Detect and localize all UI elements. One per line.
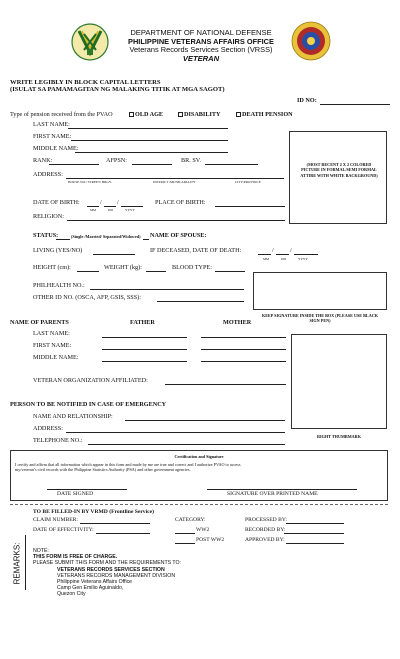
office-title: PHILIPPINE VETERANS AFFAIRS OFFICE [128,36,274,46]
height-field[interactable] [77,271,99,272]
blood-type-field[interactable] [215,271,245,272]
note-addr-4: Camp Gen Emilio Aguinaldo, [57,585,124,592]
parent-first-name-label: FIRST NAME: [33,342,72,349]
blood-type-label: BLOOD TYPE: [172,264,212,271]
status-tail-field[interactable] [143,239,149,240]
first-name-label: FIRST NAME: [33,133,72,140]
note-addr-5: Quezon City [57,591,86,598]
addr-sub-house: HOUSE NO./ STREET/ BRGY. [68,180,112,184]
remarks-line [25,535,26,590]
if-deceased-label: IF DECEASED, DATE OF DEATH: [150,247,242,254]
dod-yyyy-field[interactable] [294,254,318,255]
processed-by-label: PROCESSED BY: [245,517,287,523]
address-field[interactable] [66,178,284,179]
date-signed-label: DATE SIGNED [57,491,94,497]
ww2-field[interactable] [175,533,195,534]
father-last-name-field[interactable] [102,337,187,338]
dob-dd-field[interactable] [104,206,116,207]
mother-label: MOTHER [223,319,252,326]
pension-old-age[interactable] [129,111,163,118]
category-label: CATEGORY: [175,517,206,523]
last-name-label: LAST NAME: [33,121,70,128]
dob-yyyy-field[interactable] [121,206,143,207]
note-addr-3: Philippine Veterans Affairs Office [57,579,133,586]
emergency-telephone-field[interactable] [88,444,285,445]
dob-mm-field[interactable] [87,206,99,207]
death-pension-label: DEATH PENSION [242,111,293,118]
disability-checkbox[interactable] [178,112,183,117]
father-label: FATHER [130,319,155,326]
emergency-name-label: NAME AND RELATIONSHIP: [33,413,113,420]
spouse-label: NAME OF SPOUSE: [150,232,207,239]
other-id-field[interactable] [157,301,244,302]
emergency-name-field[interactable] [125,420,285,421]
dob-slash-1: / [100,199,102,206]
other-id-label: OTHER ID NO. (OSCA, AFP, GSIS, SSS): [33,294,141,301]
note-block [33,548,181,598]
addr-sub-district: DISTRICT /MUNICAPALITY [153,180,196,184]
form-name: VETERAN [182,53,220,63]
pension-death[interactable] [236,111,293,118]
pob-field[interactable] [215,206,285,207]
certification-body-1: I certify and affirm that all information which appear in this form and made by me are true and correct and I authorize PVAO to access [15,462,241,467]
weight-label: WEIGHT (kg): [104,264,142,271]
afpsn-label: AFPSN: [106,157,127,164]
ww2-label: WW2 [196,527,210,533]
old-age-label: OLD AGE [135,111,164,118]
dod-sub-yyyy: YYYY [298,257,308,261]
approved-by-field[interactable] [286,543,344,544]
first-name-field[interactable] [71,140,228,141]
id-no-field[interactable] [320,104,390,105]
parents-title: NAME OF PARENTS [10,319,69,326]
note-addr-2: VETERANS RECORDS MANAGEMENT DIVISION [57,572,176,579]
effectivity-label: DATE OF EFFECTIVITY: [33,527,94,533]
parent-last-name-label: LAST NAME: [33,330,70,337]
dob-sub-yyyy: YYYY [125,208,135,212]
br-sv-field[interactable] [205,164,258,165]
post-ww2-field[interactable] [175,543,195,544]
religion-label: RELIGION: [33,213,64,220]
middle-name-field[interactable] [75,152,228,153]
addr-sub-city: CITY/PROVINCE [235,180,261,184]
thumbmark-label: RIGHT THUMBMARK [317,434,361,439]
dod-sub-dd: DD [281,257,286,261]
status-label: STATUS: [33,232,59,239]
note-submit: PLEASE SUBMIT THIS FORM AND THE REQUIREMENTS TO: [33,560,181,567]
effectivity-field[interactable] [96,533,150,534]
emergency-title: PERSON TO BE NOTIFIED IN CASE OF EMERGENCY [10,401,167,408]
dod-slash-2: / [290,247,292,254]
note-label: NOTE: [33,548,49,554]
certification-box [10,450,388,501]
photo-box-text: (MOST RECENT 2 X 2 COLORED PICTURE IN FORMAL/SEMI FORMAL ATTIRE WITH WHITE BACKGROUND) [300,162,378,178]
processed-by-field[interactable] [286,523,344,524]
living-label: LIVING (YES/NO) [33,247,83,254]
dod-mm-field[interactable] [258,254,271,255]
disability-label: DISABILITY [184,111,221,118]
father-first-name-field[interactable] [102,349,187,350]
vet-org-field[interactable] [165,384,286,385]
pension-disability[interactable] [178,111,220,118]
vet-org-label: VETERAN ORGANIZATION AFFILIATED: [33,377,148,384]
note-free: THIS FORM IS FREE OF CHARGE. [33,554,118,561]
approved-by-label: APPROVED BY: [245,537,285,543]
height-label: HEIGHT (cm): [33,264,71,271]
mother-first-name-field[interactable] [201,349,286,350]
dob-sub-dd: DD [108,208,113,212]
signature-box-text: KEEP SIGNATURE INSIDE THE BOX (PLEASE USE BLACK SIGN PEN) [261,313,379,323]
recorded-by-field[interactable] [284,533,344,534]
dnd-seal-icon [291,21,331,61]
thumbmark-box[interactable] [291,334,387,429]
living-field[interactable] [93,254,135,255]
dob-slash-2: / [117,199,119,206]
mother-last-name-field[interactable] [201,337,286,338]
signature-box[interactable] [253,272,387,310]
father-middle-name-field[interactable] [102,361,187,362]
last-name-field[interactable] [68,128,228,129]
note-addr-1: VETERANS RECORDS SERVICES SECTION [57,566,165,573]
claim-number-field[interactable] [80,523,150,524]
signature-field[interactable] [207,489,357,490]
br-sv-label: BR. SV. [181,157,202,164]
status-options: (Single /Married/ Separated/Widowed) [71,233,141,239]
instruction-line-2: (ISULAT SA PAMAMAGITAN NG MALAKING TITIK AT MGA SAGOT) [10,86,225,93]
certification-title: Certification and Signature [174,454,224,459]
recorded-by-label: RECORDED BY: [245,527,286,533]
dob-sub-mm: MM [90,208,97,212]
mother-middle-name-field[interactable] [201,361,286,362]
dod-dd-field[interactable] [276,254,289,255]
religion-field[interactable] [67,220,285,221]
pension-label: Type of pension received from the PVAO [10,111,113,118]
photo-box[interactable] [289,131,387,224]
address-label: ADDRESS: [33,171,63,178]
weight-field[interactable] [146,271,166,272]
section-title: Veterans Records Services Section (VRSS) [129,45,273,54]
cut-line [10,504,388,505]
pob-label: PLACE OF BIRTH: [155,199,206,206]
emergency-address-field[interactable] [66,432,285,433]
status-field[interactable] [56,239,70,240]
philhealth-field[interactable] [90,289,244,290]
pvao-logo-icon [70,22,110,62]
dob-label: DATE OF BIRTH: [33,199,80,206]
middle-name-label: MIDDLE NAME: [33,145,79,152]
dept-title: DEPARTMENT OF NATIONAL DEFENSE [130,28,272,37]
parent-middle-name-label: MIDDLE NAME: [33,354,79,361]
dod-sub-mm: MM [263,257,270,261]
vrmd-title: TO BE FILLED-IN BY VRMD (Frontline Service) [33,509,154,515]
emergency-telephone-label: TELEPHONE NO.: [33,437,83,444]
emergency-address-label: ADDRESS: [33,425,63,432]
id-no-label: ID NO: [297,97,317,104]
philhealth-label: PHILHEALTH NO.: [33,282,85,289]
remarks-label: REMARKS: [12,542,22,585]
old-age-checkbox[interactable] [129,112,134,117]
instruction-line-1: WRITE LEGIBLY IN BLOCK CAPITAL LETTERS [10,79,161,86]
signature-label: SIGNATURE OVER PRINTED NAME [227,491,318,497]
death-pension-checkbox[interactable] [236,112,241,117]
afpsn-field[interactable] [132,164,172,165]
rank-field[interactable] [49,164,99,165]
claim-number-label: CLAIM NUMBER: [33,517,78,523]
rank-label: RANK: [33,157,53,164]
post-ww2-label: POST WW2 [196,537,225,543]
date-signed-field[interactable] [47,489,127,490]
certification-body-2: my/veteran’s civil records with the Philippine Statistics Authority (PSA) and other government agencies. [15,467,191,472]
dod-slash-1: / [272,247,274,254]
